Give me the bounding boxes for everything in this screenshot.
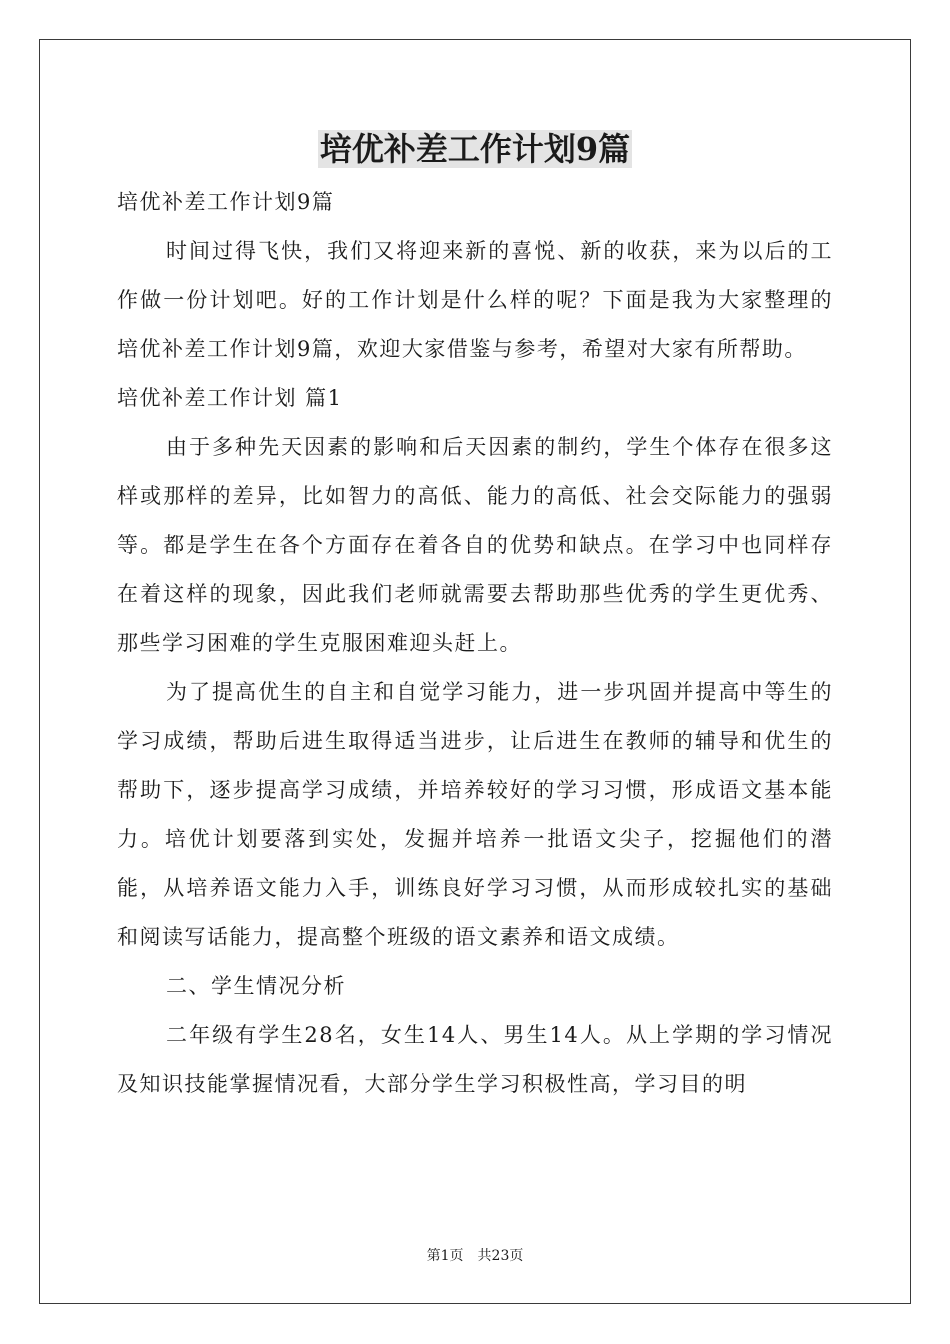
document-title-text: 培优补差工作计划9篇 [319, 130, 631, 168]
section-heading: 培优补差工作计划 篇1 [117, 386, 343, 410]
paragraph: 由于多种先天因素的影响和后天因素的制约，学生个体存在很多这样或那样的差异，比如智力的高低、能力的高低、社会交际能力的强弱等。都是学生在各个方面存在着各自的优势和缺点。在学习中也同样存在着这样的现象，因此我们老师就需要去帮助那些优秀的学生更优秀、那些学习困难的学生克服困难迎头赶上。 [117, 435, 833, 655]
current-page-number: 第1页 [426, 1248, 464, 1264]
document-title [0, 127, 950, 171]
total-page-count: 共23页 [477, 1248, 524, 1264]
paragraph: 二年级有学生28名，女生14人、男生14人。从上学期的学习情况及知识技能掌握情况看，大部分学生学习积极性高，学习目的明 [117, 1023, 833, 1096]
paragraph: 为了提高优生的自主和自觉学习能力，进一步巩固并提高中等生的学习成绩，帮助后进生取得适当进步，让后进生在教师的辅导和优生的帮助下，逐步提高学习成绩，并培养较好的学习习惯，形成语文基本能力。培优计划要落到实处，发掘并培养一批语文尖子，挖掘他们的潜能，从培养语文能力入手，训练良好学习习惯，从而形成较扎实的基础和阅读写话能力，提高整个班级的语文素养和语文成绩。 [117, 680, 833, 949]
subsection-heading: 二、学生情况分析 [166, 974, 346, 998]
document-body [117, 178, 833, 1109]
paragraph: 时间过得飞快，我们又将迎来新的喜悦、新的收获，来为以后的工作做一份计划吧。好的工作计划是什么样的呢？下面是我为大家整理的培优补差工作计划9篇，欢迎大家借鉴与参考，希望对大家有所帮助。 [117, 239, 833, 361]
page-footer [0, 1247, 950, 1265]
paragraph: 培优补差工作计划9篇 [117, 190, 335, 214]
